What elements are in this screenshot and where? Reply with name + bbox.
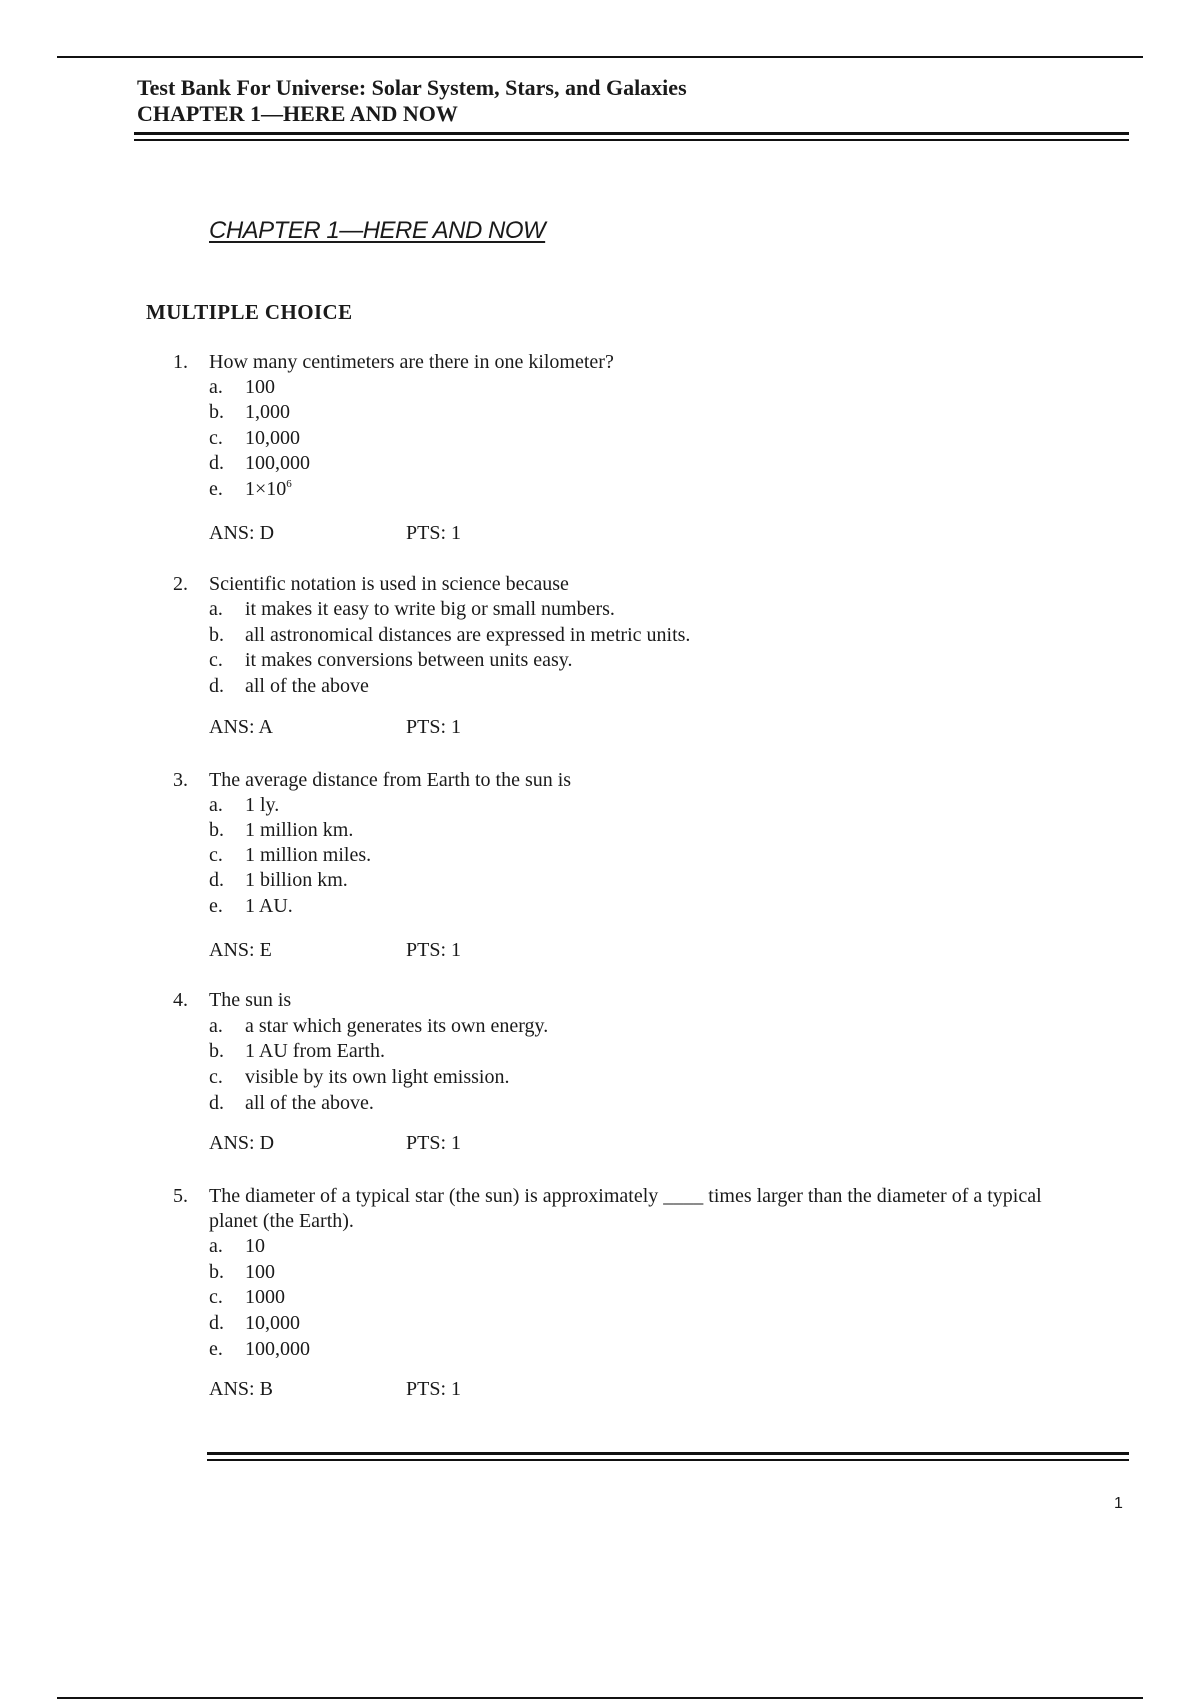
question-4 bbox=[0, 988, 1200, 1158]
option-text: 1 ly. bbox=[245, 794, 280, 816]
option-b bbox=[209, 400, 290, 425]
option-letter: d. bbox=[209, 1092, 224, 1114]
option-letter: c. bbox=[209, 1066, 223, 1088]
header-title: Test Bank For Universe: Solar System, Stars, and Galaxies bbox=[137, 75, 687, 100]
option-letter: d. bbox=[209, 452, 224, 474]
answer-label: ANS: D bbox=[209, 522, 275, 544]
option-letter: c. bbox=[209, 427, 223, 449]
option-letter: b. bbox=[209, 1261, 224, 1283]
option-b bbox=[209, 818, 353, 843]
question-number: 5. bbox=[173, 1185, 188, 1207]
points-label: PTS: 1 bbox=[406, 1132, 462, 1154]
option-c bbox=[209, 1285, 285, 1310]
option-text: 1 AU from Earth. bbox=[245, 1040, 385, 1062]
option-letter: d. bbox=[209, 675, 224, 697]
option-a bbox=[209, 1234, 265, 1259]
question-number: 3. bbox=[173, 769, 188, 791]
option-text: 1,000 bbox=[245, 401, 290, 423]
option-c bbox=[209, 1065, 509, 1090]
option-text: all of the above. bbox=[245, 1092, 374, 1114]
answer-label: ANS: D bbox=[209, 1132, 275, 1154]
option-d bbox=[209, 674, 369, 699]
option-d bbox=[209, 868, 348, 893]
option-text: 1 million miles. bbox=[245, 844, 372, 866]
option-text: 10,000 bbox=[245, 1312, 300, 1334]
option-letter: c. bbox=[209, 649, 223, 671]
option-text: 1000 bbox=[245, 1286, 285, 1308]
option-e bbox=[209, 1337, 310, 1362]
question-stem: The diameter of a typical star (the sun) is approximately ____ times larger than the diameter of a typical planet (the Earth). bbox=[209, 1185, 1042, 1232]
header-double-rule-top bbox=[134, 132, 1129, 135]
option-b bbox=[209, 1039, 385, 1064]
option-b bbox=[209, 1260, 275, 1285]
option-letter: c. bbox=[209, 1286, 223, 1308]
question-number: 2. bbox=[173, 573, 188, 595]
option-text: 100 bbox=[245, 376, 275, 398]
header-chapter: CHAPTER 1—HERE AND NOW bbox=[137, 101, 458, 126]
option-a bbox=[209, 375, 275, 400]
option-letter: c. bbox=[209, 844, 223, 866]
question-number: 4. bbox=[173, 989, 188, 1011]
footer-double-rule-bottom bbox=[207, 1459, 1129, 1461]
answer-label: ANS: E bbox=[209, 939, 272, 961]
option-c bbox=[209, 843, 371, 868]
points-label: PTS: 1 bbox=[406, 522, 462, 544]
option-text: visible by its own light emission. bbox=[245, 1066, 510, 1088]
option-letter: e. bbox=[209, 895, 223, 917]
question-3 bbox=[0, 768, 1200, 968]
page-number: 1 bbox=[1114, 1495, 1123, 1512]
option-letter: a. bbox=[209, 1235, 223, 1257]
option-text: 1 AU. bbox=[245, 895, 293, 917]
option-text: 1 billion km. bbox=[245, 869, 348, 891]
option-letter: d. bbox=[209, 1312, 224, 1334]
answer-label: ANS: A bbox=[209, 716, 273, 738]
option-text: 100,000 bbox=[245, 1338, 310, 1360]
question-5 bbox=[0, 1184, 1200, 1404]
footer-double-rule-top bbox=[207, 1452, 1129, 1455]
option-letter: b. bbox=[209, 819, 224, 841]
bottom-border-line bbox=[57, 1697, 1143, 1699]
option-text: it makes conversions between units easy. bbox=[245, 649, 573, 671]
question-stem: Scientific notation is used in science because bbox=[209, 573, 569, 595]
option-text: 10,000 bbox=[245, 427, 300, 449]
option-d bbox=[209, 1091, 374, 1116]
question-1 bbox=[0, 350, 1200, 550]
header-double-rule-bottom bbox=[134, 139, 1129, 141]
option-a bbox=[209, 1014, 548, 1039]
question-stem: How many centimeters are there in one kilometer? bbox=[209, 351, 614, 373]
option-text: 100,000 bbox=[245, 452, 310, 474]
section-title: MULTIPLE CHOICE bbox=[146, 300, 353, 324]
option-text: it makes it easy to write big or small numbers. bbox=[245, 598, 615, 620]
option-letter: b. bbox=[209, 1040, 224, 1062]
points-label: PTS: 1 bbox=[406, 939, 462, 961]
option-letter: a. bbox=[209, 1015, 223, 1037]
option-text: a star which generates its own energy. bbox=[245, 1015, 549, 1037]
question-stem: The sun is bbox=[209, 989, 292, 1011]
option-c bbox=[209, 426, 300, 451]
option-a bbox=[209, 793, 279, 818]
question-stem: The average distance from Earth to the sun is bbox=[209, 769, 572, 791]
option-a bbox=[209, 597, 615, 622]
option-text: all of the above bbox=[245, 675, 369, 697]
points-label: PTS: 1 bbox=[406, 716, 462, 738]
option-letter: b. bbox=[209, 401, 224, 423]
option-d bbox=[209, 451, 310, 476]
option-exponent: 6 bbox=[286, 478, 292, 490]
option-c bbox=[209, 648, 573, 673]
answer-label: ANS: B bbox=[209, 1378, 273, 1400]
top-border-line bbox=[57, 56, 1143, 58]
option-letter: a. bbox=[209, 376, 223, 398]
option-d bbox=[209, 1311, 300, 1336]
option-letter: a. bbox=[209, 794, 223, 816]
option-letter: e. bbox=[209, 1338, 223, 1360]
option-text: 1×10 bbox=[245, 478, 287, 500]
option-text: 1 million km. bbox=[245, 819, 354, 841]
points-label: PTS: 1 bbox=[406, 1378, 462, 1400]
option-letter: a. bbox=[209, 598, 223, 620]
option-text: all astronomical distances are expressed in metric units. bbox=[245, 624, 691, 646]
option-b bbox=[209, 623, 690, 648]
option-letter: b. bbox=[209, 624, 224, 646]
option-letter: e. bbox=[209, 478, 223, 500]
option-text: 100 bbox=[245, 1261, 275, 1283]
option-letter: d. bbox=[209, 869, 224, 891]
option-e bbox=[209, 894, 293, 919]
question-number: 1. bbox=[173, 351, 188, 373]
question-2 bbox=[0, 572, 1200, 742]
option-e bbox=[209, 477, 292, 502]
option-text: 10 bbox=[245, 1235, 265, 1257]
chapter-heading: CHAPTER 1—HERE AND NOW bbox=[209, 217, 546, 244]
